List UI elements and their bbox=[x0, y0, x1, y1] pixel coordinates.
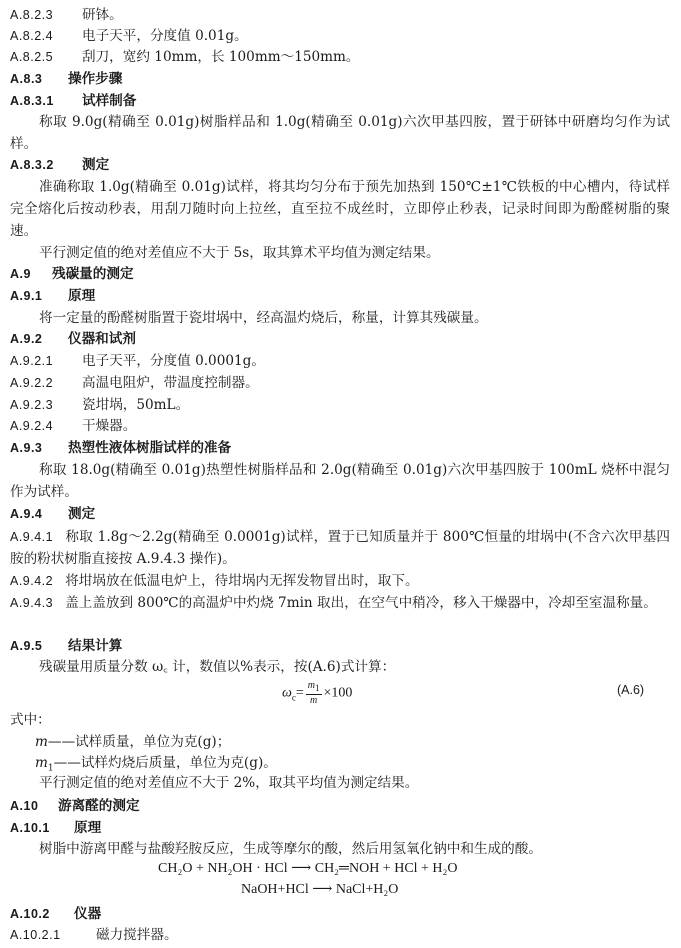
heading-number: A.8.3.1 bbox=[10, 94, 54, 108]
heading-text: 热塑性液体树脂试样的准备 bbox=[68, 440, 232, 456]
item-number: A.9.4.2 bbox=[10, 574, 54, 588]
heading-number: A.9.4 bbox=[10, 507, 43, 521]
item-text: 磁力搅拌器。 bbox=[96, 927, 178, 943]
heading-text: 原理 bbox=[74, 820, 102, 836]
equation-1: CH₂O + NH₂OH · HCl ⟶ CH₂═NOH + HCl + H₂O bbox=[158, 861, 458, 876]
item-number: A.9.4.3 bbox=[10, 596, 54, 610]
heading-text: 操作步骤 bbox=[68, 71, 123, 87]
heading-number: A.10 bbox=[10, 799, 39, 813]
item-text: 高温电阻炉，带温度控制器。 bbox=[82, 375, 259, 391]
heading-number: A.9.2 bbox=[10, 332, 43, 346]
item-number: A.8.2.3 bbox=[10, 8, 54, 22]
formula-tag: (A.6) bbox=[617, 683, 645, 697]
paragraph-a95: 残碳量用质量分数 ω꜀ 计，数值以%表示，按(A.6)式计算： bbox=[39, 659, 396, 675]
paragraph-a101: 树脂中游离甲醛与盐酸羟胺反应，生成等摩尔的酸，然后用氢氧化钠中和生成的酸。 bbox=[39, 841, 542, 857]
item-number: A.9.2.2 bbox=[10, 376, 54, 390]
definition-text: ——试样质量，单位为克(g)； bbox=[47, 734, 231, 750]
heading-number: A.8.3.2 bbox=[10, 158, 54, 172]
heading-text: 游离醛的测定 bbox=[58, 798, 140, 814]
formula-denominator: m bbox=[310, 695, 318, 706]
item-a943 bbox=[10, 592, 670, 614]
item-text: 瓷坩埚，50mL。 bbox=[82, 397, 190, 413]
formula-a6: $\omega_c=$ $\frac{m_1}{m}$ ×100 bbox=[282, 680, 353, 706]
heading-text: 试样制备 bbox=[82, 93, 137, 109]
formula-rest: ×100 bbox=[323, 685, 353, 701]
heading-text: 测定 bbox=[68, 506, 96, 522]
paragraph-a831: 称取 9.0g(精确至 0.01g)树脂样品和 1.0g(精确至 0.01g)六次甲基四胺，置于研钵中研磨均匀作为试样。 bbox=[10, 114, 670, 152]
item-number: A.8.2.4 bbox=[10, 29, 54, 43]
heading-number: A.9 bbox=[10, 267, 31, 281]
definition-symbol: m bbox=[35, 734, 48, 750]
formula-numerator-sub: 1 bbox=[315, 683, 320, 693]
where-label: 式中： bbox=[10, 712, 51, 728]
item-number: A.9.2.4 bbox=[10, 419, 54, 433]
item-text: 干燥器。 bbox=[82, 418, 137, 434]
item-a942 bbox=[10, 570, 670, 592]
heading-text: 仪器和试剂 bbox=[68, 331, 136, 347]
item-text: 将坩埚放在低温电炉上，待坩埚内无挥发物冒出时，取下。 bbox=[65, 573, 419, 589]
definition-m bbox=[35, 732, 230, 752]
item-number: A.9.2.1 bbox=[10, 354, 54, 368]
heading-number: A.8.3 bbox=[10, 72, 43, 86]
heading-text: 仪器 bbox=[74, 906, 102, 922]
heading-text: 结果计算 bbox=[68, 638, 123, 654]
heading-number: A.9.5 bbox=[10, 639, 43, 653]
definition-symbol: m bbox=[35, 755, 48, 771]
item-number: A.9.4.1 bbox=[10, 530, 54, 544]
item-text: 电子天平，分度值 0.01g。 bbox=[82, 28, 248, 44]
item-text: 刮刀，宽约 10mm，长 100mm～150mm。 bbox=[82, 49, 360, 65]
paragraph-a832: 准确称取 1.0g(精确至 0.01g)试样，将其均匀分布于预先加热到 150℃±1℃铁板的中心槽内，待试样完全熔化后按动秒表，用刮刀随时向上拉丝，直至拉不成丝时，立即停止秒表，记录时间即为酚醛树脂的聚速。 bbox=[10, 179, 670, 239]
heading-number: A.10.1 bbox=[10, 821, 50, 835]
item-number: A.9.2.3 bbox=[10, 398, 54, 412]
item-number: A.10.2.1 bbox=[10, 928, 61, 942]
formula-fraction bbox=[306, 680, 322, 707]
heading-number: A.9.1 bbox=[10, 289, 43, 303]
item-text: 盖上盖放到 800℃的高温炉中灼烧 7min 取出，在空气中稍冷，移入干燥器中，冷却至室温称量。 bbox=[65, 595, 657, 611]
paragraph-a91: 将一定量的酚醛树脂置于瓷坩埚中，经高温灼烧后，称量，计算其残碳量。 bbox=[39, 310, 488, 326]
heading-number: A.9.3 bbox=[10, 441, 43, 455]
paragraph-a93: 称取 18.0g(精确至 0.01g)热塑性树脂样品和 2.0g(精确至 0.01g)六次甲基四胺于 100mL 烧杯中混匀作为试样。 bbox=[10, 462, 670, 500]
paragraph-a832-result: 平行测定值的绝对差值应不大于 5s，取其算术平均值为测定结果。 bbox=[39, 245, 440, 261]
formula-lhs-sub: c bbox=[291, 692, 296, 703]
item-text: 研钵。 bbox=[82, 7, 123, 23]
heading-text: 残碳量的测定 bbox=[52, 266, 134, 282]
definition-symbol-sub: 1 bbox=[47, 763, 54, 774]
formula-lhs: ω bbox=[282, 685, 292, 701]
heading-number: A.10.2 bbox=[10, 907, 50, 921]
paragraph-a95-result: 平行测定值的绝对差值应不大于 2%，取其平均值为测定结果。 bbox=[39, 775, 419, 791]
definition-text: ——试样灼烧后质量，单位为克(g)。 bbox=[53, 755, 277, 771]
item-a941 bbox=[10, 526, 670, 570]
formula-numerator: m bbox=[307, 680, 316, 691]
item-number: A.8.2.5 bbox=[10, 50, 54, 64]
item-text: 电子天平，分度值 0.0001g。 bbox=[82, 353, 265, 369]
item-text: 称取 1.8g～2.2g(精确至 0.0001g)试样，置于已知质量并于 800℃恒量的坩埚中(不含六次甲基四胺的粉状树脂直接按 A.9.4.3 操作)。 bbox=[10, 529, 670, 567]
heading-text: 原理 bbox=[68, 288, 96, 304]
equation-2: NaOH+HCl ⟶ NaCl+H₂O bbox=[241, 882, 399, 897]
heading-text: 测定 bbox=[82, 157, 110, 173]
